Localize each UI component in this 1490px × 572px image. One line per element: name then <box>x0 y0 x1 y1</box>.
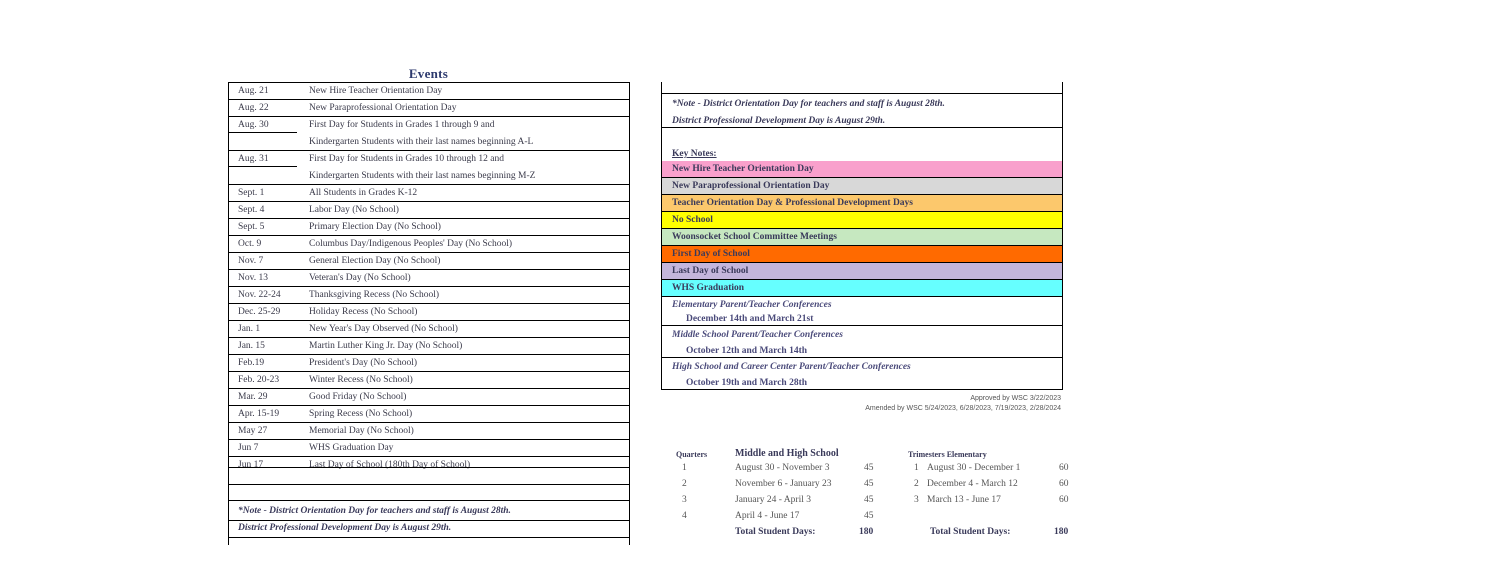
trimester-days: 60 <box>1059 495 1069 505</box>
event-date: May 27 <box>238 426 268 436</box>
conference-dates: December 14th and March 21st <box>686 314 814 324</box>
event-date: Nov. 13 <box>238 273 268 283</box>
event-text: New Paraprofessional Orientation Day <box>309 103 457 113</box>
key-teacher-orientation <box>662 195 1062 212</box>
total-days-mhs: 180 <box>859 527 874 537</box>
trimester-number: 1 <box>914 463 919 473</box>
event-text: Memorial Day (No School) <box>309 426 414 436</box>
trimester-days: 60 <box>1059 479 1069 489</box>
event-row <box>229 185 629 202</box>
event-text: Spring Recess (No School) <box>309 409 413 419</box>
total-days-elem: 180 <box>1054 527 1069 537</box>
event-date: Aug. 21 <box>238 86 269 96</box>
trimesters-label: Trimesters Elementary <box>908 450 987 459</box>
trimester-range: March 13 - June 17 <box>927 495 1001 505</box>
conference-dates: October 12th and March 14th <box>686 346 808 356</box>
event-date: Jun 17 <box>238 460 264 470</box>
key-label: Teacher Orientation Day & Professional Development Days <box>672 198 913 208</box>
event-row <box>229 168 629 185</box>
event-date: Mar. 29 <box>238 392 268 402</box>
event-row <box>229 151 629 167</box>
quarter-range: August 30 - November 3 <box>735 463 830 473</box>
key-label: WHS Graduation <box>672 283 745 293</box>
conference-title: Middle School Parent/Teacher Conferences <box>672 330 843 340</box>
trimester-number: 2 <box>914 479 919 489</box>
key-notes-label: Key Notes: <box>672 149 717 159</box>
key-no-school <box>662 212 1062 229</box>
event-row <box>229 219 629 236</box>
event-date: Feb.19 <box>238 358 265 368</box>
event-row <box>229 457 629 473</box>
event-row <box>229 202 629 219</box>
total-label-mhs: Total Student Days: <box>735 527 816 537</box>
event-row <box>229 338 629 355</box>
event-text: WHS Graduation Day <box>309 443 394 453</box>
mhs-label: Middle and High School <box>735 448 839 459</box>
quarters-label: Quarters <box>676 450 708 459</box>
event-row <box>229 83 629 100</box>
event-date: Oct. 9 <box>238 239 262 249</box>
key-first-day <box>662 246 1062 263</box>
event-text: Columbus Day/Indigenous Peoples' Day (No School) <box>309 239 513 249</box>
event-text: New Hire Teacher Orientation Day <box>309 86 443 96</box>
event-row <box>229 372 629 389</box>
event-row <box>229 355 629 372</box>
divider <box>662 325 1062 326</box>
quarter-number: 2 <box>682 479 687 489</box>
event-text: Thanksgiving Recess (No School) <box>309 290 440 300</box>
event-row <box>229 134 629 151</box>
event-date: Sept. 4 <box>238 205 265 215</box>
divider <box>229 500 629 501</box>
quarter-range: November 6 - January 23 <box>735 479 832 489</box>
event-date: Nov. 22-24 <box>238 290 281 300</box>
conference-dates: October 19th and March 28th <box>686 378 808 388</box>
key-graduation <box>662 280 1062 297</box>
event-date: Jun 7 <box>238 443 259 453</box>
event-date: Aug. 22 <box>238 103 269 113</box>
key-label: Woonsocket School Committee Meetings <box>672 232 837 242</box>
conference-title: Elementary Parent/Teacher Conferences <box>672 300 832 310</box>
divider <box>229 467 629 468</box>
key-new-hire <box>662 161 1062 178</box>
event-text: Last Day of School (180th Day of School) <box>309 460 471 470</box>
event-date: Nov. 7 <box>238 256 264 266</box>
events-note-line1: *Note - District Orientation Day for teachers and staff is August 28th. <box>238 506 511 516</box>
key-label: First Day of School <box>672 249 750 259</box>
quarter-number: 1 <box>682 463 687 473</box>
divider <box>662 93 1062 94</box>
key-label: New Paraprofessional Orientation Day <box>672 181 830 191</box>
quarter-days: 45 <box>864 463 874 473</box>
quarter-number: 3 <box>682 495 687 505</box>
event-text: Martin Luther King Jr. Day (No School) <box>309 341 463 351</box>
event-row <box>229 304 629 321</box>
key-label: No School <box>672 215 713 225</box>
event-text: Primary Election Day (No School) <box>309 222 441 232</box>
event-date: Jan. 15 <box>238 341 265 351</box>
key-committee-meetings <box>662 229 1062 246</box>
event-text: Holiday Recess (No School) <box>309 307 418 317</box>
event-date: Feb. 20-23 <box>238 375 280 385</box>
event-date: Aug. 30 <box>238 120 269 130</box>
key-label: Last Day of School <box>672 266 749 276</box>
event-row <box>229 117 629 133</box>
event-date: Aug. 31 <box>238 154 269 164</box>
trimester-number: 3 <box>914 495 919 505</box>
trimester-range: December 4 - March 12 <box>927 479 1018 489</box>
approved-note: Approved by WSC 3/22/2023 <box>970 395 1061 402</box>
event-text: Good Friday (No School) <box>309 392 407 402</box>
event-row <box>229 389 629 406</box>
event-date: Apr. 15-19 <box>238 409 280 419</box>
divider <box>662 357 1062 358</box>
key-paraprofessional <box>662 178 1062 195</box>
quarter-days: 45 <box>864 479 874 489</box>
key-label: New Hire Teacher Orientation Day <box>672 164 814 174</box>
quarter-range: January 24 - April 3 <box>735 495 811 505</box>
key-notes-panel <box>661 82 1063 390</box>
quarter-days: 45 <box>864 495 874 505</box>
event-text: Veteran's Day (No School) <box>309 273 411 283</box>
key-note-line1: *Note - District Orientation Day for teachers and staff is August 28th. <box>672 99 945 109</box>
divider <box>229 537 629 538</box>
divider <box>662 127 1062 128</box>
event-date: Dec. 25-29 <box>238 307 281 317</box>
event-text: Kindergarten Students with their last names beginning M-Z <box>309 171 536 181</box>
event-text: First Day for Students in Grades 1 through 9 and <box>309 120 495 130</box>
event-date: Sept. 5 <box>238 222 265 232</box>
total-label-elem: Total Student Days: <box>930 527 1011 537</box>
trimester-days: 60 <box>1059 463 1069 473</box>
conference-title: High School and Career Center Parent/Teacher Conferences <box>672 362 911 372</box>
divider <box>229 520 629 521</box>
events-panel <box>228 82 630 545</box>
event-row <box>229 287 629 304</box>
event-text: All Students in Grades K-12 <box>309 188 418 198</box>
event-row <box>229 253 629 270</box>
event-text: General Election Day (No School) <box>309 256 441 266</box>
quarter-number: 4 <box>682 511 687 521</box>
event-text: Winter Recess (No School) <box>309 375 413 385</box>
event-row <box>229 100 629 117</box>
quarter-range: April 4 - June 17 <box>735 511 800 521</box>
event-date: Jan. 1 <box>238 324 261 334</box>
event-text: New Year's Day Observed (No School) <box>309 324 458 334</box>
key-note-line2: District Professional Development Day is August 29th. <box>672 116 886 126</box>
divider <box>229 484 629 485</box>
event-row <box>229 423 629 440</box>
events-title: Events <box>408 66 449 81</box>
event-text: First Day for Students in Grades 10 through 12 and <box>309 154 504 164</box>
event-row <box>229 406 629 423</box>
event-text: President's Day (No School) <box>309 358 418 368</box>
event-text: Labor Day (No School) <box>309 205 399 215</box>
event-text: Kindergarten Students with their last names beginning A-L <box>309 137 534 147</box>
event-row <box>229 440 629 457</box>
trimester-range: August 30 - December 1 <box>927 463 1021 473</box>
events-note-line2: District Professional Development Day is August 29th. <box>238 523 452 533</box>
event-date: Sept. 1 <box>238 188 265 198</box>
event-row <box>229 270 629 287</box>
event-row <box>229 236 629 253</box>
amended-note: Amended by WSC 5/24/2023, 6/28/2023, 7/19/2023, 2/28/2024 <box>865 405 1061 412</box>
quarter-days: 45 <box>864 511 874 521</box>
key-last-day <box>662 263 1062 280</box>
event-row <box>229 321 629 338</box>
